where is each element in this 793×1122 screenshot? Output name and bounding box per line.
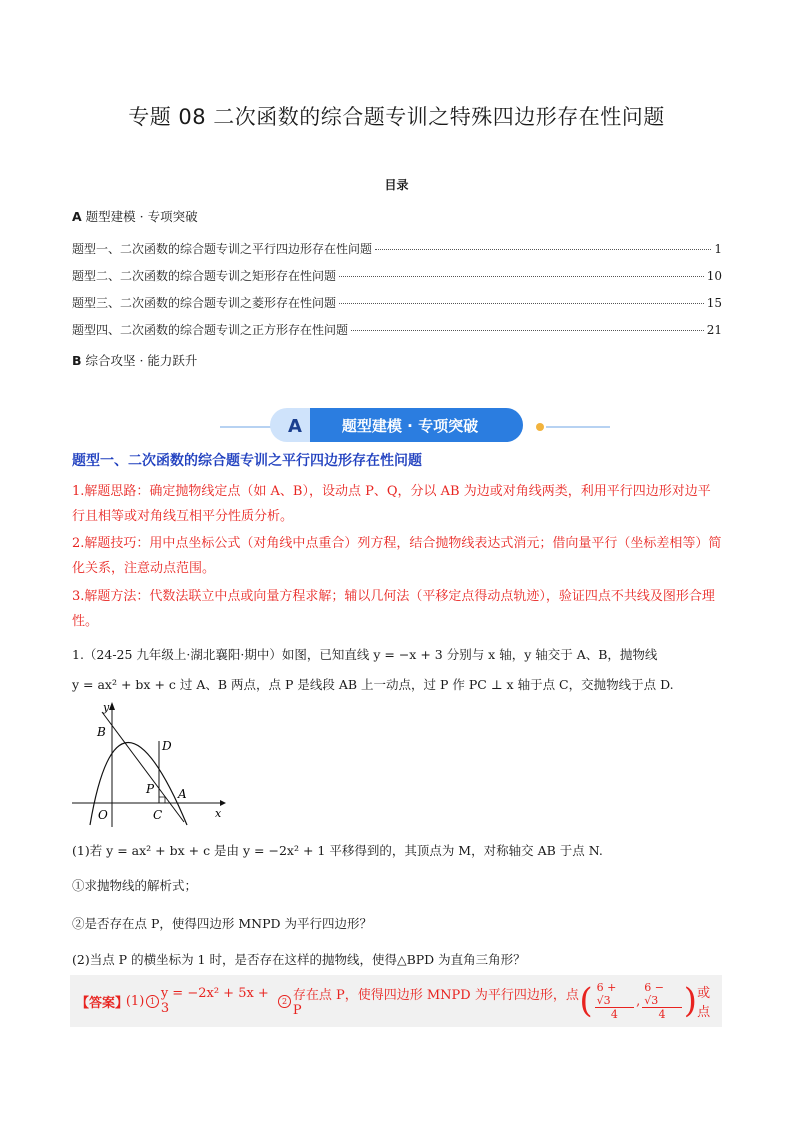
label-c: C <box>153 808 163 822</box>
answer-box <box>70 975 722 1027</box>
label-p: P <box>146 782 155 796</box>
label-x: x <box>215 807 222 820</box>
circled-number-1: 1 <box>146 995 159 1008</box>
toc-leader-dots <box>351 330 704 331</box>
question-part-2: (2)当点 P 的横坐标为 1 时，是否存在这样的抛物线，使得△BPD 为直角三角形？ <box>72 952 526 967</box>
toc-entry[interactable] <box>72 294 722 311</box>
fraction-x <box>595 981 635 1021</box>
toc-section-a <box>72 207 198 225</box>
tip-3: 3.解题方法：代数法联立中点或向量方程求解；辅以几何法（平移定点得动点轨迹），验证四点不共线及图形合理性。 <box>72 589 715 629</box>
page-title: 专题 08 二次函数的综合题专训之特殊四边形存在性问题 <box>128 105 665 129</box>
y-axis-arrow <box>109 702 115 710</box>
toc-heading: 目录 <box>384 178 409 192</box>
toc-entry-page: 15 <box>706 296 722 310</box>
fraction-x-numerator: 6 + √3 <box>595 981 635 1008</box>
label-d: D <box>162 739 172 753</box>
toc-section-b-label: 综合攻坚 · 能力跃升 <box>85 353 198 368</box>
circled-number-2: 2 <box>278 995 291 1008</box>
answer-tail: 或点 <box>697 986 711 1020</box>
toc-entry-label: 题型四、二次函数的综合题专训之正方形存在性问题 <box>72 323 349 337</box>
banner-label: 题型建模 · 专项突破 <box>341 417 479 435</box>
answer-equation: y = −2x² + 5x + 3 <box>160 986 269 1016</box>
question-sub-2: ②是否存在点 P，使得四边形 MNPD 为平行四边形？ <box>72 916 373 931</box>
tip-2: 2.解题技巧：用中点坐标公式（对角线中点重合）列方程，结合抛物线表达式消元；借向量平行（坐标差相等）简化关系，注意动点范围。 <box>72 536 722 576</box>
toc-leader-dots <box>339 303 704 304</box>
toc-section-b-letter: B <box>72 353 82 368</box>
toc-entry[interactable] <box>72 240 722 257</box>
answer-tag: 【答案】 <box>76 995 129 1011</box>
section-banner <box>220 405 610 445</box>
toc-leader-dots <box>375 249 711 250</box>
fraction-y-numerator: 6 − √3 <box>642 981 682 1008</box>
label-b: B <box>97 725 106 739</box>
label-y: y <box>103 701 110 714</box>
toc-section-a-letter: A <box>72 209 82 224</box>
right-paren: ) <box>683 981 698 1021</box>
answer-text: 存在点 P，使得四边形 MNPD 为平行四边形，点 P <box>292 988 579 1018</box>
question-part-1: (1)若 y = ax² + bx + c 是由 y = −2x² + 1 平移得到的，其顶点为 M，对称轴交 AB 于点 N. <box>72 843 603 858</box>
toc-leader-dots <box>339 276 704 277</box>
line-ab <box>102 712 184 822</box>
right-angle-mark <box>159 797 165 803</box>
type1-heading: 题型一、二次函数的综合题专训之平行四边形存在性问题 <box>72 453 422 469</box>
answer-part-label: (1) <box>125 993 145 1009</box>
toc-entry[interactable] <box>72 321 722 338</box>
toc-entry-label: 题型三、二次函数的综合题专训之菱形存在性问题 <box>72 296 337 310</box>
left-paren: ( <box>579 981 593 1021</box>
banner-letter: A <box>288 416 302 437</box>
fraction-x-denominator: 4 <box>610 1008 618 1021</box>
label-a: A <box>178 787 187 801</box>
toc-entry-label: 题型一、二次函数的综合题专训之平行四边形存在性问题 <box>72 242 373 256</box>
comma: , <box>636 993 641 1009</box>
question-sub-1: ①求抛物线的解析式； <box>72 878 198 893</box>
question-line-2: y = ax² + bx + c 过 A、B 两点，点 P 是线段 AB 上一动点，过 P 作 PC ⊥ x 轴于点 C，交抛物线于点 D. <box>72 677 674 692</box>
toc-entry-page: 10 <box>706 269 722 283</box>
question-line-1: 1.（24-25 九年级上·湖北襄阳·期中）如图，已知直线 y = −x + 3 分别与 x 轴，y 轴交于 A、B，抛物线 <box>72 647 658 662</box>
x-axis-arrow <box>220 800 226 806</box>
label-o: O <box>98 808 108 822</box>
toc-section-b <box>72 351 197 369</box>
parabola-figure <box>72 700 227 828</box>
toc-entry-page: 21 <box>706 323 722 337</box>
banner-dot-right <box>536 423 544 431</box>
toc-entry-page: 1 <box>714 242 722 256</box>
toc-entry[interactable] <box>72 267 722 284</box>
toc-section-a-label: 题型建模 · 专项突破 <box>85 209 198 224</box>
fraction-y <box>642 981 682 1021</box>
tip-1: 1.解题思路：确定抛物线定点（如 A、B），设动点 P、Q，分以 AB 为边或对角线两类，利用平行四边形对边平行且相等或对角线互相平分性质分析。 <box>72 484 711 524</box>
fraction-y-denominator: 4 <box>658 1008 666 1021</box>
toc-entry-label: 题型二、二次函数的综合题专训之矩形存在性问题 <box>72 269 337 283</box>
